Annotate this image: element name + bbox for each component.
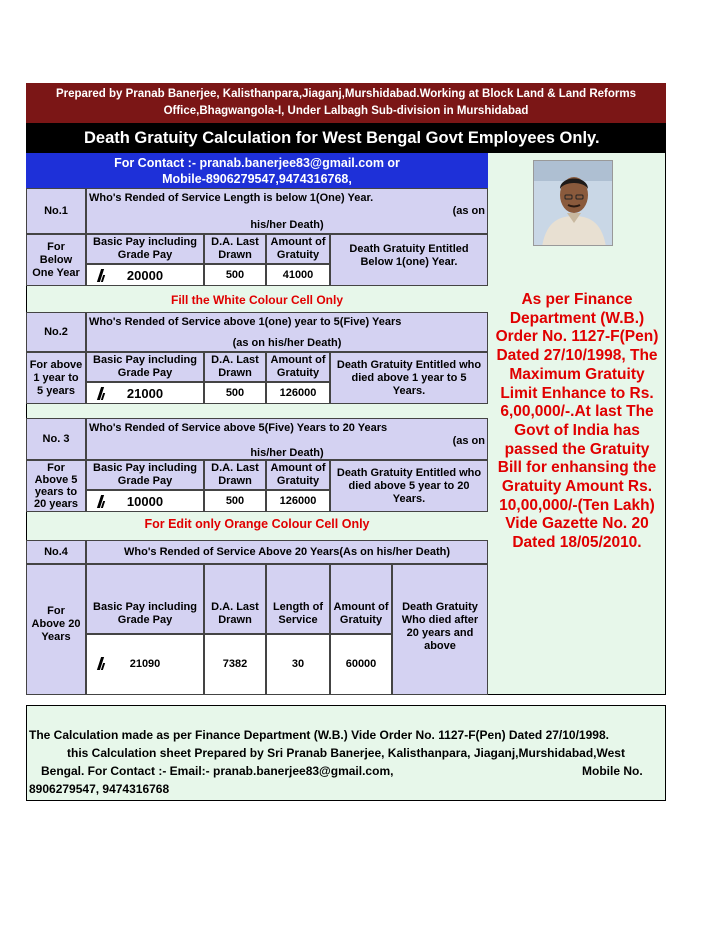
section-2-number: No.2 — [26, 312, 86, 352]
section-3-amount-value: 126000 — [266, 490, 330, 512]
section-3-basic-pay-input[interactable]: 10000 — [86, 490, 204, 512]
section-1-amount-value: 41000 — [266, 264, 330, 286]
section-4-amount-value: 60000 — [330, 634, 392, 695]
entry-marker-icon — [97, 657, 104, 670]
footer-line-3: Bengal. For Contact :- Email:- pranab.banerjee83@gmail.com, Mobile No. — [41, 764, 643, 778]
section-3-entitled-label: Death Gratuity Entitled who died above 5 year to 20 Years. — [330, 460, 488, 512]
entry-marker-icon — [97, 387, 104, 400]
section-3-basic-pay-header: Basic Pay including Grade Pay — [86, 460, 204, 490]
section-2-da-input[interactable]: 500 — [204, 382, 266, 404]
section-4-da-input[interactable]: 7382 — [204, 634, 266, 695]
section-4-length-input[interactable]: 30 — [266, 634, 330, 695]
section-4-da-header: D.A. Last Drawn — [204, 564, 266, 634]
section-2-basic-pay-header: Basic Pay including Grade Pay — [86, 352, 204, 382]
footer-line-4: 8906279547, 9474316768 — [29, 782, 170, 796]
section-1-heading: Who's Rended of Service Length is below 1(One) Year. (as on his/her Death) — [86, 188, 488, 234]
contact-line-2: Mobile-8906279547,9474316768, — [162, 172, 352, 186]
section-3-number: No. 3 — [26, 418, 86, 460]
person-photo-icon — [534, 161, 613, 246]
entry-marker-icon — [97, 269, 104, 282]
section-2-heading: Who's Rended of Service above 1(one) year to 5(Five) Years (as on his/her Death) — [86, 312, 488, 352]
gratuity-limit-notice: As per Finance Department (W.B.) Order No. 1127-F(Pen) Dated 27/10/1998, The Maximum Gratuity Limit Enhance to Rs. 6,00,000/-.At last The Govt of India has passed the Gratuity Bill for enhansing the Gratuity Amount Rs. 10,00,000/-(Ten Lakh) Vide Gazette No. 20 Dated 18/05/2010. — [495, 291, 659, 552]
footer-line-1: The Calculation made as per Finance Department (W.B.) Vide Order No. 1127-F(Pen) Dated 27/10/1998. — [29, 728, 609, 742]
section-4-length-header: Length of Service — [266, 564, 330, 634]
author-photo — [533, 160, 613, 246]
section-3-da-header: D.A. Last Drawn — [204, 460, 266, 490]
section-2-side-label: For above 1 year to 5 years — [26, 352, 86, 404]
section-1-amount-header: Amount of Gratuity — [266, 234, 330, 264]
section-2-basic-pay-input[interactable]: 21000 — [86, 382, 204, 404]
section-1-basic-pay-header: Basic Pay including Grade Pay — [86, 234, 204, 264]
section-4-number: No.4 — [26, 540, 86, 564]
page-title: Death Gratuity Calculation for West Bengal Govt Employees Only. — [26, 123, 666, 153]
section-1-basic-pay-input[interactable]: 20000 — [86, 264, 204, 286]
footer-note — [26, 705, 666, 801]
section-1-da-input[interactable]: 500 — [204, 264, 266, 286]
footer-line-2: this Calculation sheet Prepared by Sri Pranab Banerjee, Kalisthanpara, Jiaganj,Murshidabad,West — [67, 746, 625, 760]
header-line-1: Prepared by Pranab Banerjee, Kalisthanpara,Jiaganj,Murshidabad.Working at Block Land & Land Reforms — [55, 88, 637, 100]
section-4-basic-pay-input[interactable]: 21090 — [86, 634, 204, 695]
section-4-entitled-label: Death Gratuity Who died after 20 years and above — [392, 564, 488, 695]
fill-white-note: Fill the White Colour Cell Only — [170, 293, 343, 307]
header-banner — [26, 83, 666, 123]
section-1-da-header: D.A. Last Drawn — [204, 234, 266, 264]
section-2-amount-header: Amount of Gratuity — [266, 352, 330, 382]
section-3-heading: Who's Rended of Service above 5(Five) Years to 20 Years (as on his/her Death) — [86, 418, 488, 460]
edit-orange-note: For Edit only Orange Colour Cell Only — [144, 517, 370, 531]
entry-marker-icon — [97, 495, 104, 508]
section-2-amount-value: 126000 — [266, 382, 330, 404]
section-4-amount-header: Amount of Gratuity — [330, 564, 392, 634]
section-3-side-label: For Above 5 years to 20 years — [26, 460, 86, 512]
section-2-da-header: D.A. Last Drawn — [204, 352, 266, 382]
section-4-side-label: For Above 20 Years — [26, 564, 86, 695]
section-1-entitled-label: Death Gratuity Entitled Below 1(one) Year. — [330, 234, 488, 286]
section-1-side-label: For Below One Year — [26, 234, 86, 286]
header-line-2: Office,Bhagwangola-I, Under Lalbagh Sub-division in Murshidabad — [163, 105, 529, 117]
contact-banner — [26, 153, 488, 188]
section-2-entitled-label: Death Gratuity Entitled who died above 1 year to 5 Years. — [330, 352, 488, 404]
section-1-number: No.1 — [26, 188, 86, 234]
section-3-amount-header: Amount of Gratuity — [266, 460, 330, 490]
contact-line-1: For Contact :- pranab.banerjee83@gmail.com or — [114, 156, 400, 170]
section-3-da-input[interactable]: 500 — [204, 490, 266, 512]
section-4-basic-pay-header: Basic Pay including Grade Pay — [86, 564, 204, 634]
section-4-heading: Who's Rended of Service Above 20 Years(As on his/her Death) — [86, 540, 488, 564]
